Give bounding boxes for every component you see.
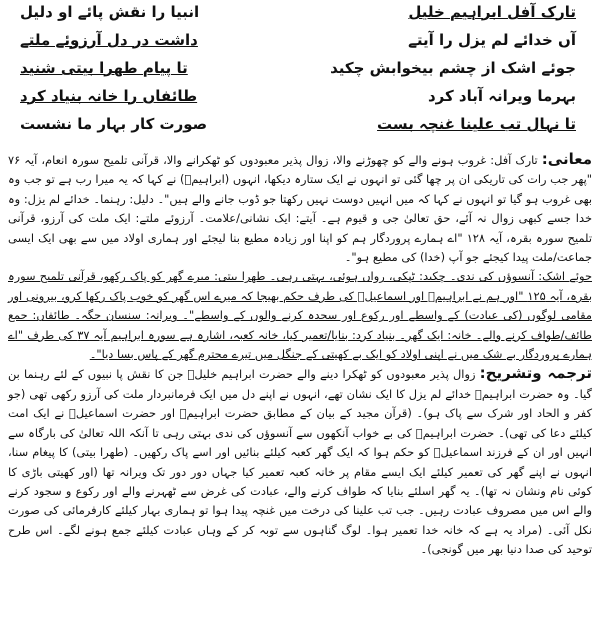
translation-paragraph [8, 364, 592, 559]
translation-heading: ترجمہ وتشریح: [479, 364, 592, 383]
meanings-paragraph [8, 150, 592, 267]
meanings-text: تارک آفل: غروب ہونے والے کو چھوڑنے والا، زوال پذیر معبودوں کو ٹھکرانے والا، قرآنی تلمیح سورہ انعام، آیہ ۷۶ "پھر جب رات کی تاریکی ان پر چھا گئی تو انہوں نے ایک ستارہ دیکھا، انہوں (ابراہیمؑ) نے کہا کہ یہ میرا رب ہے تو جب وہ بھی غروب ہو گیا تو انہوں نے کہا کہ میں انہیں دوست نہیں رکھتا جو ڈوب جانے والے ہیں"۔ دلیل: رہنما۔ خدائے لم یزل: وہ خدا جسے کبھی زوال نہ آئے، حق تعالیٰ جی و قیوم ہے۔ آیتے: ایک نشانی/علامت۔ آرزوئے ملتے: ایک ملت کی آرزو، قرآنی تلمیح سورہ بقرہ، آیہ ۱۲۸ "اے ہمارے پروردگار ہم کو اپنا اور زیادہ مطیع بنا لیجئے اور ہماری اولاد میں سے بھی ایک ایسی جماعت/ملت پیدا کیجئے جو آپ (خدا) کی مطیع ہو"۔ [8, 153, 592, 265]
verse-right-1: تارک آفل ابراہیم خلیل [408, 3, 576, 21]
verse-left-2: داشت در دل آرزوئے ملتے [20, 31, 198, 49]
verse-left-4: طائفاں را خانہ بنیاد کرد [20, 87, 198, 105]
meanings-paragraph-2 [8, 267, 592, 364]
verse-left-5: صورت کار بہار ما نشست [20, 115, 208, 133]
verse-right-4: بہرما ویرانہ آباد کرد [427, 87, 576, 105]
poem-block [10, 2, 590, 142]
translation-text: زوال پذیر معبودوں کو ٹھکرا دینے والے حضرت ابراہیم خلیلؑ جن کا نقش پا نبیوں کے لئے رہنما بن گیا۔ وہ حضرت ابراہیمؑ خدائے لم یزل کا ایک نشان تھے، انہوں نے اپنے دل میں ایک فرمانبردار ملت کی آرزو رکھی تھی (جو کفر و الحاد اور شرک سے پاک ہو)۔ (قرآن مجید کے بیان کے مطابق حضرت ابراہیمؑ اور حضرت اسماعیلؑ نے ایک امت کیلئے دعا کی تھی)۔ حضرت ابراہیمؑ کی بے خواب آنکھوں سے آنسوؤں کی ندی بہتی رہی تا آنکہ اللہ تعالیٰ کی بارگاہ سے انہیں اور ان کے فرزند اسماعیلؑ کو حکم ہوا کہ ایک گھر کعبہ کیلئے بنائیں اور اسے پاک رکھیں۔ (طھرا بیتی) کا پیغام سنا، انہوں نے اپنے گھر کی تعمیر کیلئے ایک ایسے مقام پر خانہ کعبہ تعمیر کیا جہاں دور دور تک ویرانہ تھا (اور کھیتی باڑی کا کوئی نام ونشان نہ تھا)۔ یہ گھر اسلئے بنایا کہ طواف کرنے والے، عبادت کی غرض سے ٹھہرنے والے اور رکوع و سجود کرنے والے اس میں مصروف عبادت رہیں۔ جب تب علینا کی درخت میں غنچہ پیدا ہوا تو ہماری بہار کیلئے کارفرمائی کی صورت نکل آئی۔ (مراد یہ ہے کہ خانہ خدا تعمیر ہوا۔ لوگ گناہوں سے توبہ کر کے وہاں عبادت کیلئے جمع ہونے لگے۔ اس طرح توحید کی صدا دنیا بھر میں گونجی)۔ [8, 367, 592, 557]
commentary [8, 150, 592, 627]
verse-left-3: تا پیام طھرا بیتی شنید [20, 59, 188, 77]
verse-left-1: انبیا را نقش پائے او دلیل [20, 3, 200, 21]
verse-right-2: آں خدائے لم یزل را آیتے [408, 31, 576, 49]
meanings-text-2: جوئے اشک: آنسوؤں کی ندی۔ چکید: ٹپکی، رواں ہوئی، بہتی رہی۔ طھرا بیتی: میرے گھر کو پاک رکھو، قرآنی تلمیح سورہ بقرہ، آیہ ۱۲۵ "اور ہم نے ابراہیمؑ اور اسماعیلؑ کی طرف حکم بھیجا کہ میرے اس گھر کو خوب پاک رکھا کرو، بیرونی اور مقامی لوگوں (کی عبادت) کے واسطے اور رکوع اور سجدہ کرنے والوں کے واسطے"۔ ویرانہ: سنسان جگہ۔ طائفاں: جمع طائف/طواف کرنے والے۔ خانہ: ایک گھر۔ بنیاد کرد: بنایا/تعمیر کیا، خانہ کعبہ، اشارہ ہے سورہ ابراہیم آیہ ۳۷ کی طرف "اے ہمارے پروردگار بے شک میں نے اپنی اولاد کو ایک بے کھیتی کے جنگل میں تیرے محترم گھر کے پاس بسا دیا"۔ [8, 269, 592, 362]
verse-right-3: جوئے اشک از چشم بیخوابش چکید [330, 59, 576, 77]
meanings-heading: معانی: [541, 150, 592, 168]
verse-right-5: تا نہال تب علینا غنچہ بست [377, 115, 576, 133]
